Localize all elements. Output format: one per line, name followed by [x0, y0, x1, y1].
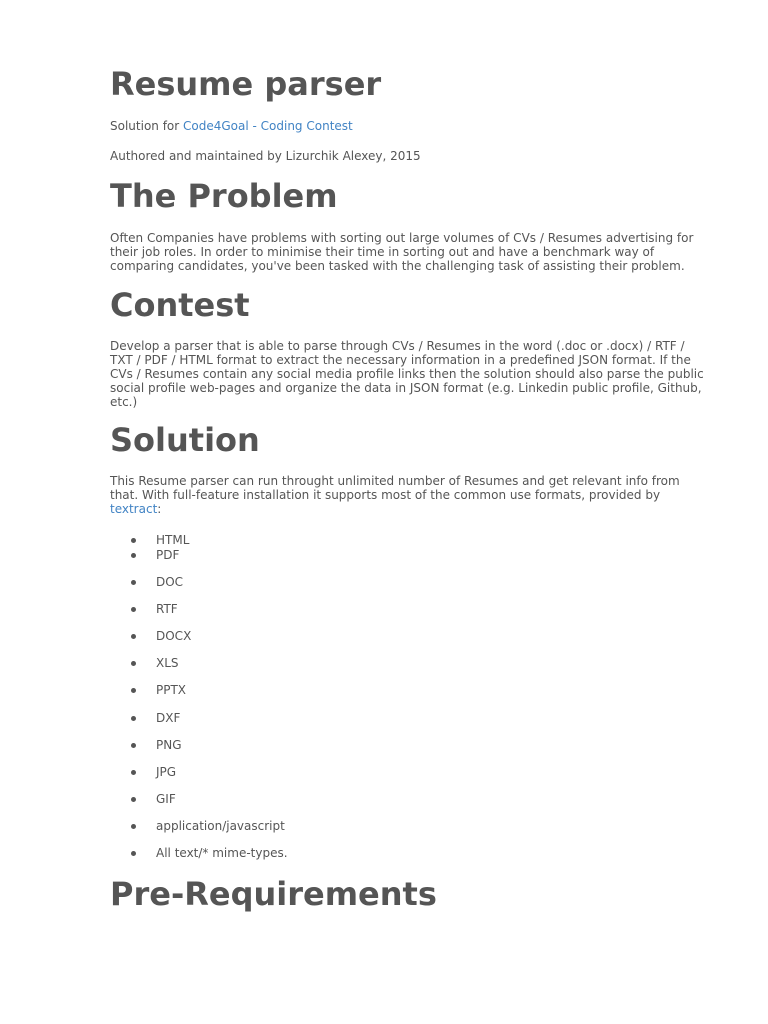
bullet-icon — [131, 580, 136, 585]
format-label: GIF — [156, 792, 176, 806]
format-label: application/javascript — [156, 819, 285, 833]
intro-line — [110, 119, 710, 133]
bullet-icon — [131, 797, 136, 802]
code4goal-link[interactable]: Code4Goal - Coding Contest — [183, 119, 353, 133]
bullet-icon — [131, 743, 136, 748]
prerequirements-heading: Pre-Requirements — [110, 875, 437, 913]
bullet-icon — [131, 851, 136, 856]
format-label: XLS — [156, 656, 179, 670]
bullet-icon — [131, 634, 136, 639]
bullet-icon — [131, 688, 136, 693]
format-label: DOC — [156, 575, 184, 589]
solution-text-body: This Resume parser can run throught unlimited number of Resumes and get relevant info from that. With full-feature installation it supports most of the common use formats, provided by — [110, 474, 680, 502]
problem-heading: The Problem — [110, 177, 338, 215]
format-label: JPG — [156, 765, 177, 779]
format-label: DXF — [156, 711, 181, 725]
bullet-icon — [131, 716, 136, 721]
format-label: PDF — [156, 548, 180, 562]
format-label: PPTX — [156, 683, 187, 697]
format-label: HTML — [156, 533, 190, 547]
bullet-icon — [131, 607, 136, 612]
format-label: All text/* mime-types. — [156, 846, 288, 860]
bullet-icon — [131, 661, 136, 666]
bullet-icon — [131, 824, 136, 829]
solution-text-suffix: : — [157, 502, 162, 516]
intro-prefix: Solution for — [110, 119, 184, 133]
solution-heading: Solution — [110, 421, 260, 459]
author-line: Authored and maintained by Lizurchik Alexey, 2015 — [110, 149, 421, 163]
contest-text: Develop a parser that is able to parse through CVs / Resumes in the word (.doc or .docx) / RTF / TXT / PDF / HTML format to extract the necessary information in a predefined JSON format. If the CVs / Resumes contain any social media profile links then the solution should also parse the public social profile web-pages and organize the data in JSON format (e.g. Linkedin public profile, Github, etc.) — [110, 339, 704, 409]
bullet-icon — [131, 770, 136, 775]
contest-heading: Contest — [110, 286, 250, 324]
format-label: DOCX — [156, 629, 192, 643]
problem-text: Often Companies have problems with sorting out large volumes of CVs / Resumes advertising for their job roles. In order to minimise their time in sorting out and have a benchmark way of comparing candidates, you've been tasked with the challenging task of assisting their problem. — [110, 231, 694, 273]
format-label: PNG — [156, 738, 182, 752]
textract-link[interactable]: textract — [110, 502, 158, 516]
bullet-icon — [131, 553, 136, 558]
bullet-icon — [131, 538, 136, 543]
solution-text — [110, 474, 710, 516]
page-title: Resume parser — [110, 65, 382, 103]
format-label: RTF — [156, 602, 178, 616]
